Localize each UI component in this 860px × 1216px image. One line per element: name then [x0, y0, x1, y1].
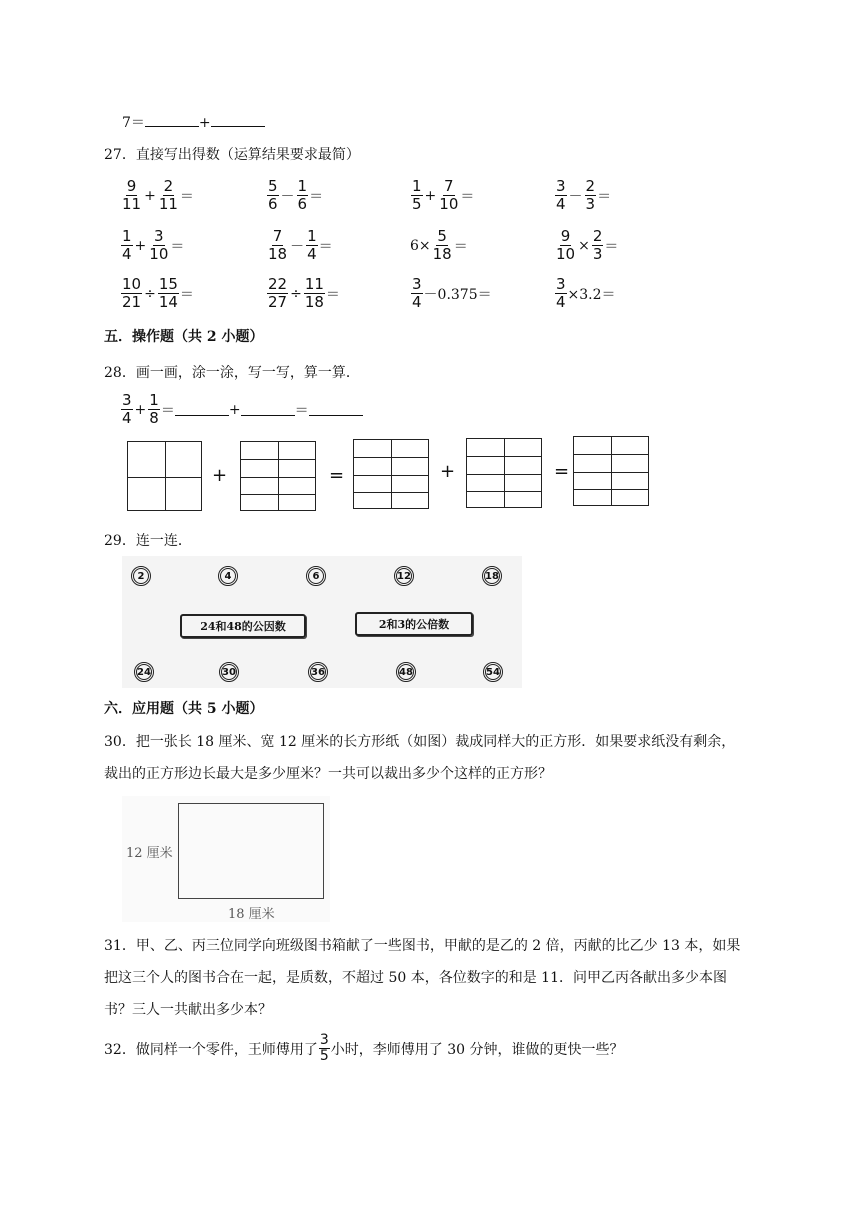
- q29-title: 29．连一连．: [104, 533, 192, 549]
- height-label: 12 厘米: [126, 846, 173, 861]
- q31-text: 31．甲、乙、丙三位同学向班级图书箱献了一些图书，甲献的是乙的 2 倍，丙献的比乙少 13 本，如果把这三个人的图书合在一起，是质数，不超过 50 本，各位数字的和是 11．问甲乙丙各献出多少本图书？三人一共献出多少本？: [104, 938, 741, 1018]
- q27-expression: $\frac{9}{11}$ + $\frac{2}{11}$ ＝: [122, 177, 194, 213]
- number-circle-bottom[interactable]: 24: [134, 662, 154, 682]
- answer-blank[interactable]: [145, 114, 199, 127]
- grid-quarters[interactable]: [127, 441, 202, 511]
- grid-eighths-4[interactable]: [573, 436, 649, 506]
- fraction: $\frac{2}{3}$: [592, 227, 603, 263]
- fraction: $\frac{1}{6}$: [297, 177, 308, 213]
- rectangle-paper: [178, 803, 324, 899]
- fraction: $\frac{11}{18}$: [304, 275, 324, 311]
- number-circle-bottom[interactable]: 48: [396, 662, 416, 682]
- number-circle-bottom[interactable]: 54: [483, 662, 503, 682]
- fraction: $\frac{3}{5}$: [319, 1032, 329, 1064]
- common-factor-box[interactable]: 24和48的公因数: [180, 614, 306, 638]
- fraction: $\frac{2}{11}$: [158, 177, 178, 213]
- grid-eighths-1[interactable]: [240, 441, 316, 511]
- answer-blank[interactable]: [309, 403, 363, 416]
- equals-sign: =: [554, 461, 570, 482]
- number-circle-top[interactable]: 4: [218, 566, 238, 586]
- answer-blank[interactable]: [211, 114, 265, 127]
- fraction: $\frac{7}{10}$: [439, 177, 459, 213]
- q27-expression: $\frac{9}{10}$ × $\frac{2}{3}$ ＝: [556, 227, 619, 263]
- q26-answer-line: 7＝ +: [122, 112, 265, 132]
- q27-expression: $\frac{7}{18}$ － $\frac{1}{4}$ ＝: [268, 227, 333, 263]
- q27-expression: $\frac{1}{5}$ + $\frac{7}{10}$ ＝: [412, 177, 475, 213]
- q28-title: 28．画一画，涂一涂，写一写，算一算．: [104, 365, 360, 381]
- section-6-heading: 六．应用题（共 5 小题）: [104, 701, 264, 717]
- q27-expression: 6× $\frac{5}{18}$ ＝: [410, 227, 468, 263]
- q27-expression: $\frac{3}{4}$ － $\frac{2}{3}$ ＝: [556, 177, 612, 213]
- number-circle-bottom[interactable]: 36: [308, 662, 328, 682]
- fraction: $\frac{3}{10}$: [149, 227, 169, 263]
- fraction: $\frac{10}{21}$: [122, 275, 142, 311]
- q27-expression: $\frac{3}{4}$ ×3.2＝: [556, 275, 616, 311]
- grid-eighths-2[interactable]: [353, 439, 429, 509]
- section-5-heading: 五．操作题（共 2 小题）: [104, 329, 264, 345]
- answer-blank[interactable]: [241, 403, 295, 416]
- q27-expression: $\frac{5}{6}$ － $\frac{1}{6}$ ＝: [268, 177, 324, 213]
- common-multiple-box[interactable]: 2和3的公倍数: [355, 612, 473, 636]
- fraction: $\frac{3}{4}$: [556, 177, 566, 213]
- number-circle-top[interactable]: 2: [131, 566, 151, 586]
- plus-sign: +: [440, 461, 456, 482]
- q27-expression: $\frac{3}{4}$ －0.375＝: [412, 275, 492, 311]
- fraction: $\frac{3}{4}$: [122, 391, 132, 427]
- plus-sign: +: [212, 465, 228, 486]
- fraction: $\frac{1}{4}$: [122, 227, 132, 263]
- fraction: $\frac{3}{4}$: [556, 275, 566, 311]
- width-label: 18 厘米: [228, 907, 275, 922]
- grid-eighths-3[interactable]: [466, 438, 542, 508]
- number-circle-top[interactable]: 18: [482, 566, 502, 586]
- fraction: $\frac{1}{8}$: [149, 391, 159, 427]
- fraction: $\frac{2}{3}$: [585, 177, 596, 213]
- q27-title: 27．直接写出得数（运算结果要求最简）: [104, 147, 360, 163]
- fraction: $\frac{3}{4}$: [412, 275, 422, 311]
- fraction: $\frac{1}{4}$: [307, 227, 317, 263]
- number-circle-top[interactable]: 6: [306, 566, 326, 586]
- q27-expression: $\frac{22}{27}$ ÷ $\frac{11}{18}$ ＝: [268, 275, 340, 311]
- fraction: $\frac{7}{18}$: [268, 227, 288, 263]
- fraction: $\frac{9}{10}$: [556, 227, 576, 263]
- q30-text: 30．把一张长 18 厘米、宽 12 厘米的长方形纸（如图）裁成同样大的正方形．如果要求纸没有剩余，裁出的正方形边长最大是多少厘米？一共可以裁出多少个这样的正方形？: [104, 734, 736, 782]
- number-circle-top[interactable]: 12: [394, 566, 414, 586]
- q27-expression: $\frac{10}{21}$ ÷ $\frac{15}{14}$ ＝: [122, 275, 194, 311]
- fraction: $\frac{9}{11}$: [122, 177, 142, 213]
- number-circle-bottom[interactable]: 30: [219, 662, 239, 682]
- fraction: $\frac{5}{6}$: [268, 177, 278, 213]
- equals-sign: =: [329, 465, 345, 486]
- q28-expression: $\frac{3}{4}$ + $\frac{1}{8}$ ＝ + ＝: [120, 392, 363, 427]
- answer-blank[interactable]: [175, 403, 229, 416]
- fraction: $\frac{5}{18}$: [432, 227, 452, 263]
- fraction: $\frac{15}{14}$: [158, 275, 178, 311]
- fraction: $\frac{22}{27}$: [268, 275, 288, 311]
- q27-expression: $\frac{1}{4}$ + $\frac{3}{10}$ ＝: [122, 227, 185, 263]
- q32-text: 32．做同样一个零件，王师傅用了 $\frac{3}{5}$ 小时，李师傅用了 30 分钟，谁做的更快一些？: [104, 1032, 624, 1064]
- fraction: $\frac{1}{5}$: [412, 177, 422, 213]
